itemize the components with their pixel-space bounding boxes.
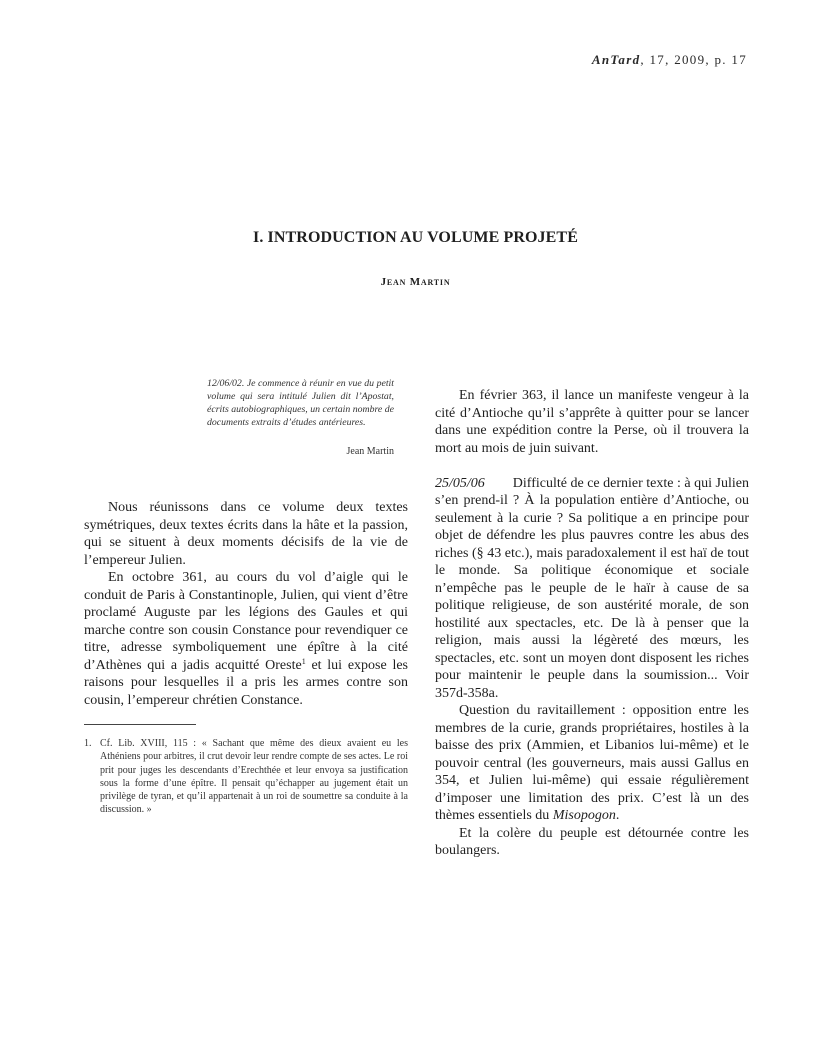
footnote-text: Cf. Lib. XVIII, 115 : « Sachant que même des dieux avaient eu les Athéniens pour arbitres, il crut devoir leur rendre compte de ses actes. Le roi prit pour juges les descendants d’Erechthée et leur envoya sa justification sous la forme d’une épître. Il pensait qu’échapper au jugement était un privilège de tyran, et qu’il appartenait à un roi de soumettre sa conduite à la discussion. » (100, 738, 408, 816)
footnote-ref[interactable]: 1 (301, 656, 306, 666)
right-column (435, 387, 749, 860)
body-paragraph: Question du ravitaillement : opposition entre les membres de la curie, grands propriétaires, hostiles à la baisse des prix (Ammien, et Libanios lui-même) et le pouvoir central (les gouverneurs, mais aussi Gallus en 354, et Julien lui-même) qui essaie régulièrement d’imposer une limitation des prix. C’est là un des thèmes essentiels du Misopogon. (435, 703, 749, 823)
note-date: 25/05/06 (435, 475, 485, 491)
dated-note: 25/05/06 Difficulté de ce dernier texte : à qui Julien s’en prend-il ? À la population entière d’Antioche, ou seulement à la curie ? Sa politique a en principe pour objet de défendre les plus pauvres contre les abus des riches (§ 43 etc.), mais paradoxalement il est haï de tout le monde. Sa politique économique et sociale n’empêche pas le peuple de le haïr à cause de sa politique religieuse, de son austérité morale, de son hostilité aux spectacles, etc. De là à penser que la religion, mais aussi la légèreté des mœurs, les spectacles, etc. sont un moyen dont disposent les riches pour maintenir le peuple dans la soumission... Voir 357d-358a. (435, 475, 749, 701)
running-head (592, 52, 747, 68)
body-paragraph: En février 363, il lance un manifeste vengeur à la cité d’Antioche qu’il s’apprête à quitter pour se lancer dans une expédition contre la Perse, où il trouvera la mort au mois de juin suivant. (435, 388, 749, 456)
epigraph-signature: Jean Martin (346, 446, 394, 457)
journal-name: AnTard (591, 52, 641, 67)
paragraph-gap (435, 457, 749, 475)
body-paragraph: Et la colère du peuple est détournée contre les boulangers. (435, 825, 749, 858)
footnote-number: 1. (84, 738, 92, 749)
body-paragraph: En octobre 361, au cours du vol d’aigle qui le conduit de Paris à Constantinople, Julien, qui vient d’être proclamé Auguste par les légions des Gaules et qui marche contre son cousin Constance pour revendiquer ce titre, adresse symboliquement une épître à la cité d’Athènes qui a jadis acquitté Oreste$^1$ et lui expose les raisons pour lesquelles il a pris les armes contre son cousin, l’empereur chrétien Constance. (84, 570, 408, 708)
left-column (84, 499, 408, 709)
body-paragraph: Nous réunissons dans ce volume deux textes symétriques, deux textes écrits dans la hâte et la passion, qui se situent à deux moments décisifs de la vie de l’empereur Julien. (84, 500, 408, 568)
article-title: I. INTRODUCTION AU VOLUME PROJETÉ (253, 229, 578, 246)
footnote (84, 737, 408, 817)
article-author: Jean Martin (380, 276, 451, 288)
journal-citation: , 17, 2009, p. 17 (640, 52, 747, 67)
epigraph: 12/06/02. Je commence à réunir en vue du petit volume qui sera intitulé Julien dit l’Apostat, écrits autobiographiques, un certain nombre de documents extraits d’études antérieures. (207, 378, 394, 428)
footnote-divider (84, 724, 196, 725)
work-title: Misopogon (552, 808, 616, 823)
